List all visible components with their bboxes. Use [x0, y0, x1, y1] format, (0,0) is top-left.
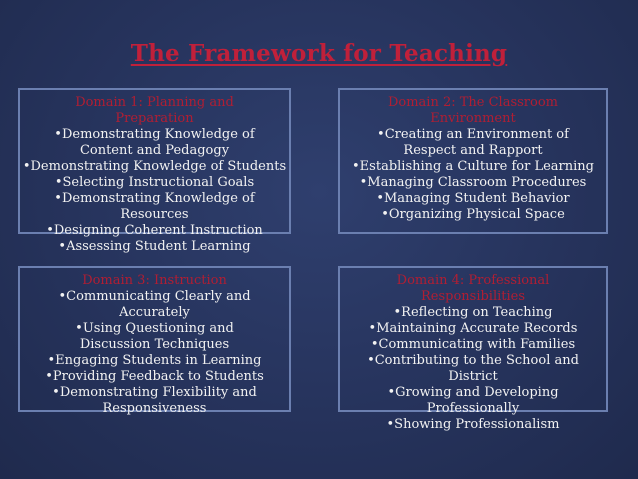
- domain-1-heading: Domain 1: Planning and Preparation: [75, 95, 234, 126]
- domain-1-item: •Demonstrating Knowledge of Resources: [54, 191, 255, 222]
- domain-2-item: •Managing Student Behavior: [376, 191, 570, 206]
- domain-3-item: •Engaging Students in Learning: [47, 353, 262, 368]
- domain-1-item: •Selecting Instructional Goals: [54, 175, 255, 190]
- domain-4-item: •Growing and Developing Professionally: [387, 385, 559, 416]
- domain-3-item: •Demonstrating Flexibility and Responsiveness: [52, 385, 257, 416]
- domain-2-item: •Creating an Environment of Respect and Rapport: [377, 127, 569, 158]
- domain-4-item: •Contributing to the School and District: [367, 353, 579, 384]
- domain-4-item: •Communicating with Families: [370, 337, 576, 352]
- domain-2-heading: Domain 2: The Classroom Environment: [387, 95, 559, 126]
- domain-2-item: •Organizing Physical Space: [381, 207, 565, 222]
- domain-3-item: •Providing Feedback to Students: [45, 369, 264, 384]
- domain-1-item: •Demonstrating Knowledge of Content and Pedagogy: [54, 127, 255, 158]
- slide-title: The Framework for Teaching: [130, 40, 508, 67]
- domain-2-box: [338, 88, 608, 234]
- domain-1-item: •Designing Coherent Instruction: [46, 223, 263, 238]
- domain-2-item: •Managing Classroom Procedures: [359, 175, 587, 190]
- domain-3-heading: Domain 3: Instruction: [82, 273, 227, 288]
- domain-2-item: •Establishing a Culture for Learning: [352, 159, 594, 174]
- domain-4-item: •Showing Professionalism: [386, 417, 560, 432]
- domain-3-item: •Using Questioning and Discussion Techniques: [75, 321, 234, 352]
- domain-3-box: [18, 266, 291, 416]
- domain-1-item: •Assessing Student Learning: [58, 239, 251, 254]
- domain-4-heading: Domain 4: Professional Responsibilities: [396, 273, 550, 304]
- domain-1-box: [18, 88, 291, 254]
- domain-3-item: •Communicating Clearly and Accurately: [58, 289, 251, 320]
- domain-4-box: [338, 266, 608, 432]
- domain-1-item: •Demonstrating Knowledge of Students: [22, 159, 287, 174]
- domain-4-item: •Maintaining Accurate Records: [368, 321, 578, 336]
- domain-4-item: •Reflecting on Teaching: [393, 305, 553, 320]
